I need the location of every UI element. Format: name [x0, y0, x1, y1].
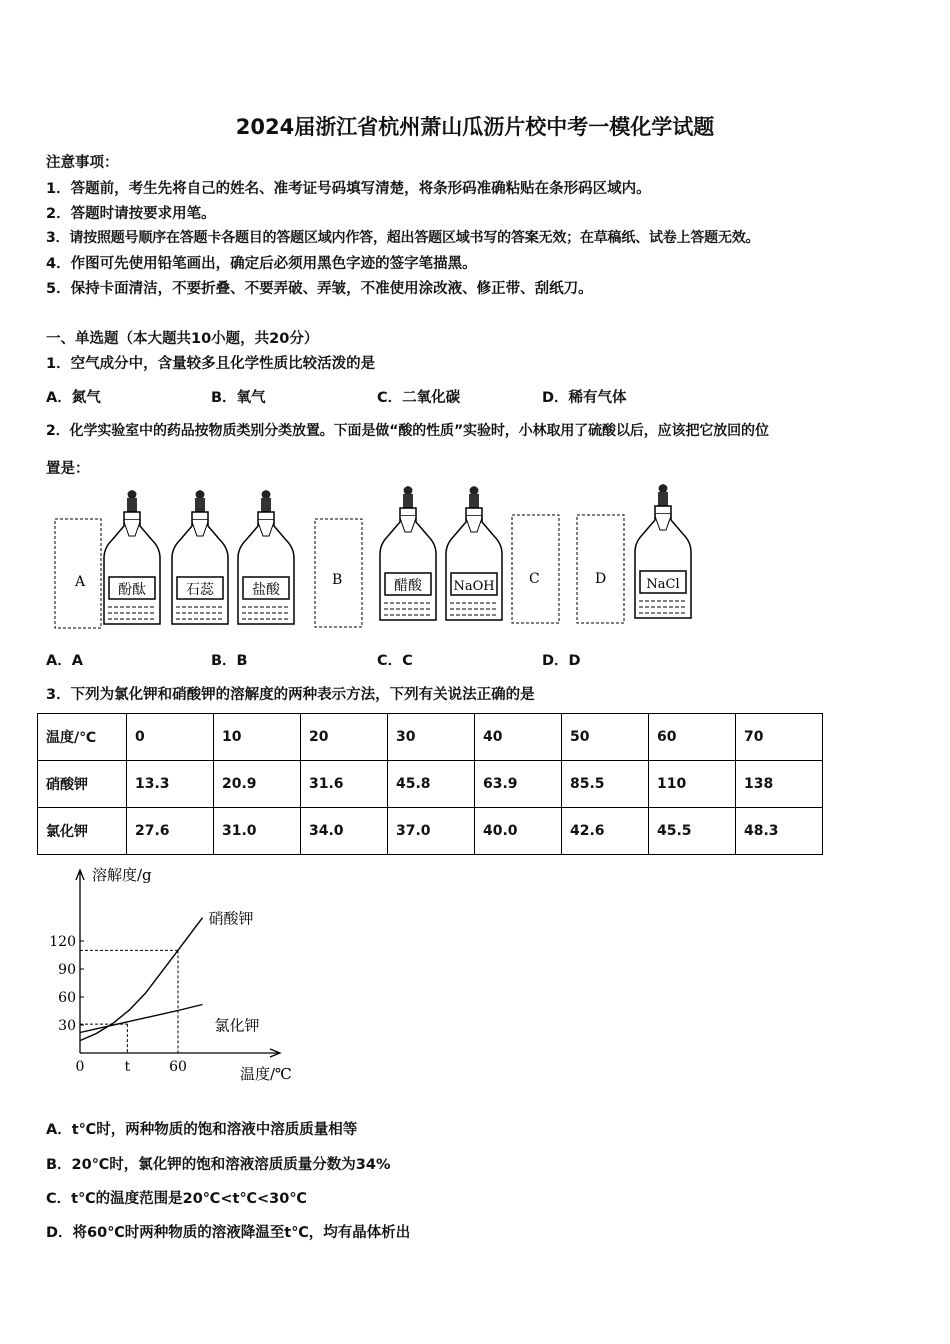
q2-option-d[interactable]: D．D: [542, 653, 581, 669]
slot-label: D: [595, 571, 607, 587]
table-cell: 138: [736, 761, 823, 808]
table-cell: 20: [301, 714, 388, 761]
q1-option-b[interactable]: B．氧气: [211, 390, 266, 406]
table-cell: 37.0: [388, 808, 475, 855]
table-cell: 氯化钾: [38, 808, 127, 855]
y-tick-label: 120: [49, 934, 76, 950]
page-title: 2024届浙江省杭州萧山瓜沥片校中考一模化学试题: [235, 115, 715, 139]
slot-d[interactable]: [577, 515, 624, 623]
table-cell: 30: [388, 714, 475, 761]
bottle-hydrochloric-acid: [238, 490, 294, 624]
series-label: 硝酸钾: [208, 909, 254, 928]
table-cell: 60: [649, 714, 736, 761]
bottle-phenolphthalein: [104, 490, 160, 624]
series-label: 氯化钾: [214, 1016, 260, 1035]
y-tick-label: 90: [58, 962, 76, 978]
table-cell: 45.8: [388, 761, 475, 808]
y-axis-label: 溶解度/g: [92, 866, 152, 884]
slot-label: C: [529, 571, 540, 587]
bottle-label: NaCl: [646, 577, 680, 592]
table-cell: 40.0: [475, 808, 562, 855]
table-cell: 63.9: [475, 761, 562, 808]
bottle-label: 石蕊: [186, 582, 214, 598]
solubility-table: [37, 713, 823, 855]
table-cell: 20.9: [214, 761, 301, 808]
q3-option-c[interactable]: C．t℃的温度范围是20℃<t℃<30℃: [46, 1191, 307, 1207]
bottle-label: 盐酸: [252, 582, 280, 598]
q1-option-d[interactable]: D．稀有气体: [542, 390, 627, 406]
slot-label: B: [332, 572, 343, 588]
q2-option-c[interactable]: C．C: [377, 653, 413, 669]
notes-heading: 注意事项：: [46, 155, 119, 171]
table-row: [38, 808, 823, 855]
bottle-litmus: [172, 490, 228, 624]
note-item: 4．作图可先使用铅笔画出，确定后必须用黑色字迹的签字笔描黑。: [46, 256, 477, 272]
x-tick-label: 0: [75, 1059, 85, 1075]
y-tick-label: 60: [58, 990, 76, 1006]
table-cell: 温度/℃: [38, 714, 127, 761]
y-tick-label: 30: [58, 1018, 76, 1034]
table-cell: 0: [127, 714, 214, 761]
table-cell: 31.0: [214, 808, 301, 855]
note-item: 1．答题前，考生先将自己的姓名、准考证号码填写清楚，将条形码准确粘贴在条形码区域内。: [46, 181, 651, 197]
bottle-label: 酚酞: [118, 582, 146, 598]
q2-stem-line2: 置是：: [46, 461, 90, 477]
q1-option-a[interactable]: A．氮气: [46, 390, 101, 406]
table-cell: 31.6: [301, 761, 388, 808]
note-item: 2．答题时请按要求用笔。: [46, 206, 216, 222]
table-cell: 42.6: [562, 808, 649, 855]
q2-option-a[interactable]: A．A: [46, 653, 83, 669]
x-axis-label: 温度/℃: [240, 1065, 292, 1083]
table-cell: 27.6: [127, 808, 214, 855]
q2-option-b[interactable]: B．B: [211, 653, 248, 669]
bottle-naoh: [446, 486, 502, 620]
slot-b[interactable]: [315, 519, 362, 627]
table-cell: 110: [649, 761, 736, 808]
shelf-figure: [40, 482, 710, 638]
q3-option-d[interactable]: D．将60℃时两种物质的溶液降温至t℃，均有晶体析出: [46, 1225, 411, 1241]
section-heading: 一、单选题（本大题共10小题，共20分）: [46, 331, 319, 347]
q2-stem-line1: 2．化学实验室中的药品按物质类别分类放置。下面是做“酸的性质”实验时，小林取用了硫酸以后，应该把它放回的位: [46, 423, 769, 439]
table-row: [38, 761, 823, 808]
x-tick-label: t: [124, 1059, 131, 1075]
q1-option-c[interactable]: C．二氧化碳: [377, 390, 461, 406]
table-cell: 40: [475, 714, 562, 761]
bottle-nacl: [635, 484, 691, 618]
slot-label: A: [75, 574, 86, 590]
bottle-label: 醋酸: [394, 578, 422, 594]
x-tick-label: 60: [169, 1059, 187, 1075]
q3-stem: 3．下列为氯化钾和硝酸钾的溶解度的两种表示方法，下列有关说法正确的是: [46, 687, 535, 703]
series-line-0: [80, 918, 203, 1041]
bottle-label: NaOH: [453, 579, 495, 594]
note-item: 5．保持卡面清洁，不要折叠、不要弄破、弄皱，不准使用涂改液、修正带、刮纸刀。: [46, 281, 593, 297]
series-line-1: [80, 1005, 203, 1033]
table-cell: 34.0: [301, 808, 388, 855]
table-cell: 45.5: [649, 808, 736, 855]
table-cell: 85.5: [562, 761, 649, 808]
table-cell: 50: [562, 714, 649, 761]
table-cell: 48.3: [736, 808, 823, 855]
bottle-acetic-acid: [380, 486, 436, 620]
table-row: [38, 714, 823, 761]
note-item: 3．请按照题号顺序在答题卡各题目的答题区域内作答，超出答题区域书写的答案无效；在草稿纸、试卷上答题无效。: [46, 230, 760, 246]
table-cell: 硝酸钾: [38, 761, 127, 808]
table-cell: 70: [736, 714, 823, 761]
table-cell: 13.3: [127, 761, 214, 808]
q1-stem: 1．空气成分中，含量较多且化学性质比较活泼的是: [46, 356, 376, 372]
slot-a[interactable]: [55, 519, 101, 628]
q3-option-b[interactable]: B．20℃时，氯化钾的饱和溶液溶质质量分数为34%: [46, 1157, 391, 1173]
solubility-chart: [40, 860, 320, 1090]
q3-option-a[interactable]: A．t℃时，两种物质的饱和溶液中溶质质量相等: [46, 1122, 358, 1138]
slot-c[interactable]: [512, 515, 559, 623]
table-cell: 10: [214, 714, 301, 761]
